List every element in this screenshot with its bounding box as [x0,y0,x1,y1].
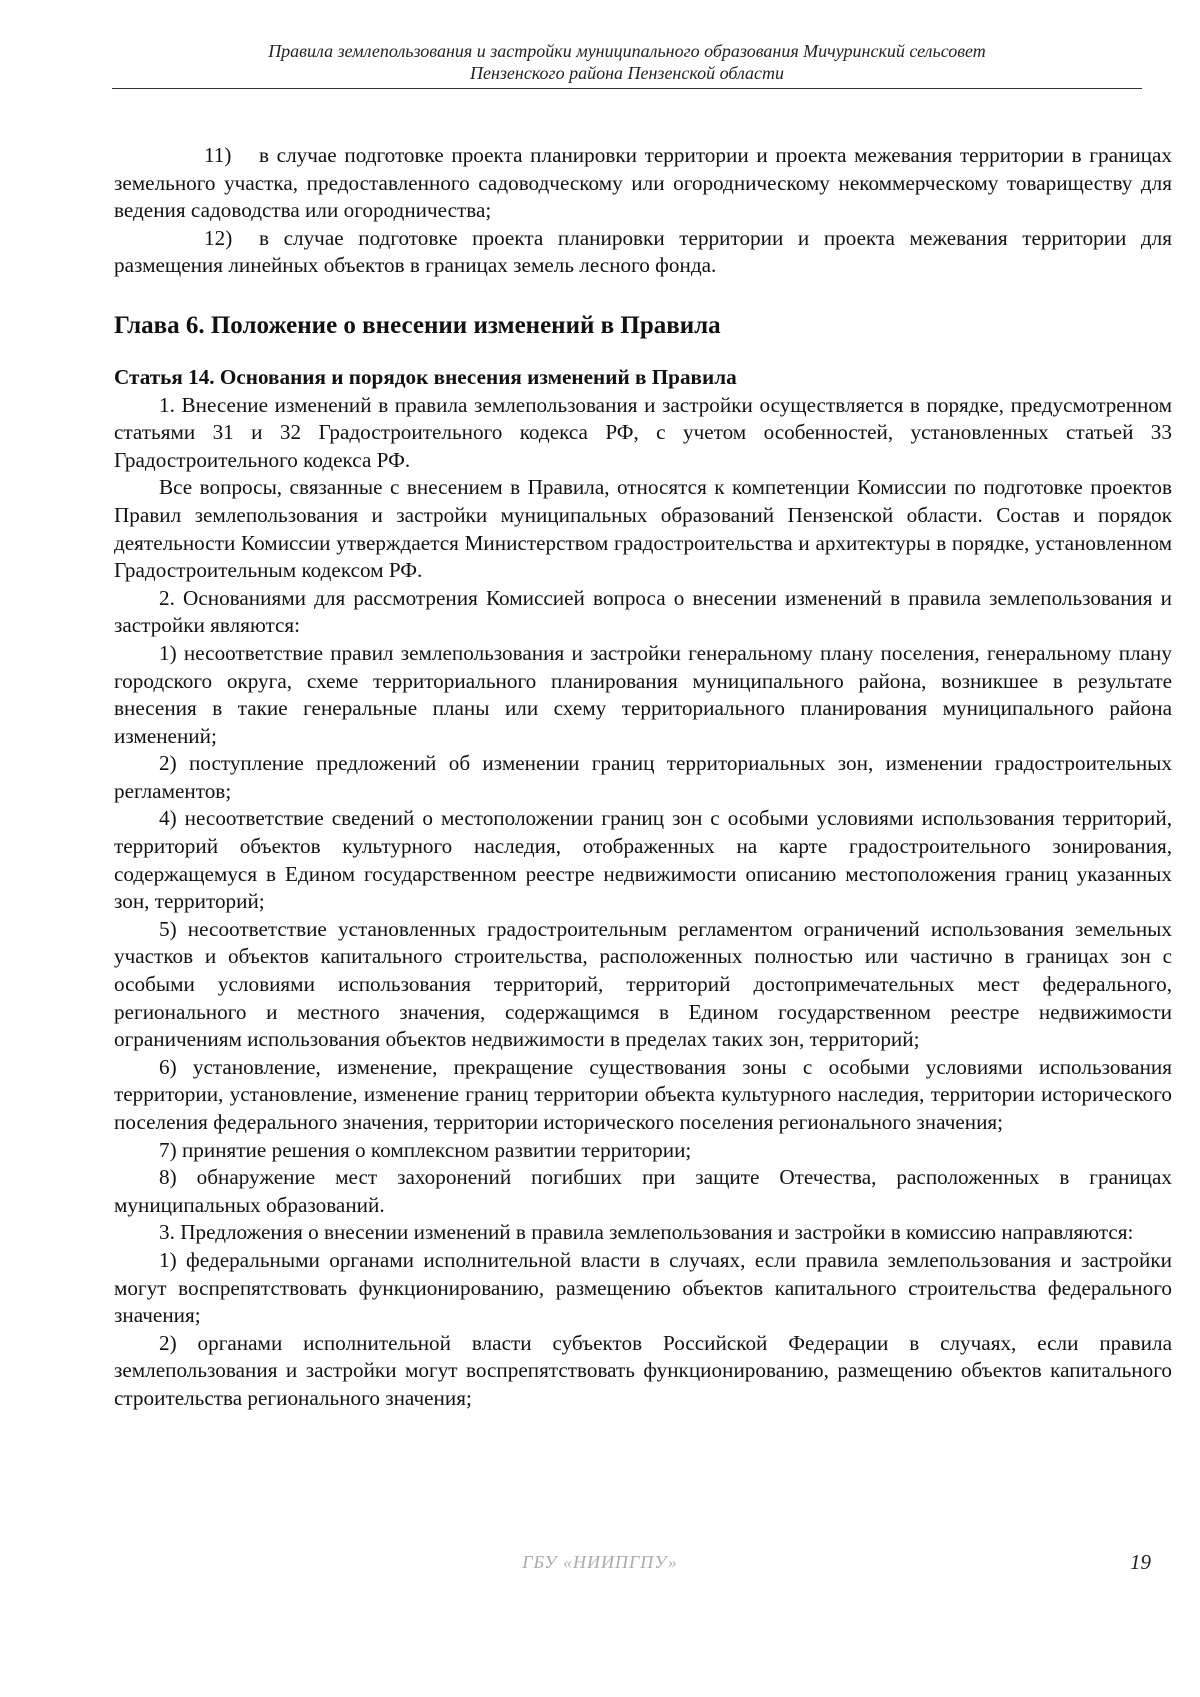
paragraph: 1) федеральными органами исполнительной власти в случаях, если правила землепользования и застройки могут воспрепятствовать функционированию, размещению объектов капитального строительства федерального значения; [114,1247,1172,1328]
chapter-title: Глава 6. Положение о внесении изменений в Правила [114,311,721,339]
paragraph: 6) установление, изменение, прекращение существования зоны с особыми условиями использования территории, установление, изменение границ территории объекта культурного наследия, территории исторического поселения федерального значения, территории исторического поселения регионального значения; [114,1054,1172,1134]
document-body [114,142,1172,1413]
paragraph: 2) поступление предложений об изменении границ территориальных зон, изменении градостроительных регламентов; [114,751,1172,803]
header-line-2: Пензенского района Пензенской области [469,63,785,83]
paragraph: 1. Внесение изменений в правила землепользования и застройки осуществляется в порядке, предусмотренном статьями 31 и 32 Градостроительного кодекса РФ, с учетом особенностей, установленных статьей 33 Градостроительного кодекса РФ. [114,392,1172,472]
footer-organization: ГБУ «НИИПГПУ» [522,1552,678,1572]
paragraph: 5) несоответствие установленных градостроительным регламентом ограничений использования земельных участков и объектов капитального строительства, расположенных полностью или частично в границах зон с особыми условиями использования территорий, территорий достопримечательных мест федерального, регионального и местного значения, содержащимся в Едином государственном реестре недвижимости ограничениям использования объектов недвижимости в пределах таких зон, территорий; [114,916,1172,1052]
list-item [114,142,1172,225]
list-item [114,225,1172,280]
paragraph: Все вопросы, связанные с внесением в Правила, относятся к компетенции Комиссии по подготовке проектов Правил землепользования и застройки муниципальных образований Пензенской области. Состав и порядок деятельности Комиссии утверждается Министерством градостроительства и архитектуры в порядке, установленном Градостроительным кодексом РФ. [114,475,1172,583]
paragraph: 2. Основаниями для рассмотрения Комиссией вопроса о внесении изменений в правила землепользования и застройки являются: [114,585,1172,638]
paragraph: 4) несоответствие сведений о местоположении границ зон с особыми условиями использования территорий, территорий объектов культурного наследия, отображенных на карте градостроительного зонирования, содержащемуся в Едином государственном реестре недвижимости описанию местоположения границ указанных зон, территорий; [114,806,1172,914]
item-text: в случае подготовке проекта планировки территории и проекта межевания территории для размещения линейных объектов в границах земель лесного фонда. [114,225,1172,278]
item-number: 11) [204,143,232,167]
paragraph: 7) принятие решения о комплексном развитии территории; [159,1137,692,1162]
paragraph: 1) несоответствие правил землепользования и застройки генеральному плану поселения, генеральному плану городского округа, схеме территориального планирования муниципального района, возникшее в результате внесения в такие генеральные планы или схему территориального планирования муниципального района изменений; [114,640,1172,748]
article-title: Статья 14. Основания и порядок внесения изменений в Правила [114,364,737,389]
item-text: в случае подготовке проекта планировки территории и проекта межевания территории в границах земельного участка, предоставленного садоводческому или огородническому некоммерческому товариществу для ведения садоводства или огородничества; [114,143,1172,223]
running-header [112,40,1142,84]
paragraph: 2) органами исполнительной власти субъектов Российской Федерации в случаях, если правила землепользования и застройки могут воспрепятствовать функционированию, размещению объектов капитального строительства регионального значения; [114,1330,1172,1410]
paragraph: 8) обнаружение мест захоронений погибших при защите Отечества, расположенных в границах муниципальных образований. [114,1165,1172,1217]
page-number: 19 [1130,1550,1151,1574]
header-divider [112,88,1142,89]
header-line-1: Правила землепользования и застройки муниципального образования Мичуринский сельсовет [268,41,986,61]
item-number: 12) [204,225,233,250]
paragraph: 3. Предложения о внесении изменений в правила землепользования и застройки в комиссию направляются: [159,1220,1134,1245]
